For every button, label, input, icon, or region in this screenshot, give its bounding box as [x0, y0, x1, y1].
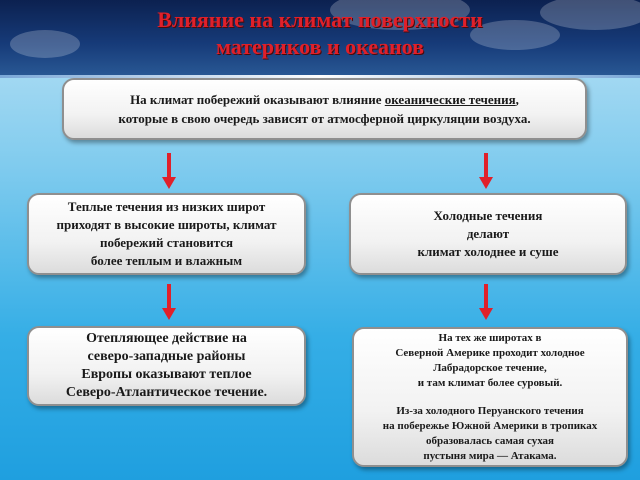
down-arrow-icon: [479, 153, 493, 189]
cold-line: Холодные течения: [433, 208, 543, 223]
cold-line: климат холоднее и суше: [417, 244, 559, 259]
cold-line: делают: [466, 226, 510, 241]
europe-example-box: [27, 326, 306, 406]
labrador-line: и там климат более суровый.: [417, 376, 563, 389]
warm-currents-box: [27, 193, 306, 275]
intro-line-2: которые в свою очередь зависят от атмосферной циркуляции воздуха.: [118, 111, 531, 126]
labrador-line: Северной Америке проходит холодное: [395, 346, 585, 359]
labrador-line: На тех же широтах в: [438, 331, 542, 344]
title-line-2: материков и океанов: [215, 34, 425, 59]
peru-line: пустыня мира — Атакама.: [423, 449, 557, 462]
warm-line: приходят в высокие широты, климат: [56, 217, 277, 232]
peru-line: образовалась самая сухая: [425, 434, 555, 447]
europe-line: Отепляющее действие на: [86, 331, 247, 346]
title-line-1: Влияние на климат поверхности: [157, 7, 483, 32]
intro-line-1: [130, 90, 519, 109]
intro-box: [62, 78, 587, 140]
intro-text-before: На климат побережий оказывают влияние: [130, 92, 385, 107]
intro-text-after: ,: [515, 92, 519, 107]
intro-underlined-term: океанические течения: [384, 92, 516, 107]
cold-currents-box: [349, 193, 627, 275]
down-arrow-icon: [162, 284, 176, 320]
peru-line: Из-за холодного Перуанского течения: [396, 404, 584, 417]
down-arrow-icon: [162, 153, 176, 189]
peru-line: на побережье Южной Америки в тропиках: [382, 419, 598, 432]
europe-line: Европы оказывают теплое: [81, 367, 252, 382]
slide-title: [0, 6, 640, 60]
warm-line: побережий становится: [99, 235, 234, 250]
labrador-line: Лабрадорское течение,: [433, 361, 547, 374]
europe-line: Северо-Атлантическое течение.: [65, 385, 268, 400]
europe-line: северо-западные районы: [87, 349, 246, 364]
down-arrow-icon: [479, 284, 493, 320]
cold-examples-box: [352, 327, 628, 467]
warm-line: более теплым и влажным: [90, 253, 243, 268]
warm-line: Теплые течения из низких широт: [67, 199, 266, 214]
